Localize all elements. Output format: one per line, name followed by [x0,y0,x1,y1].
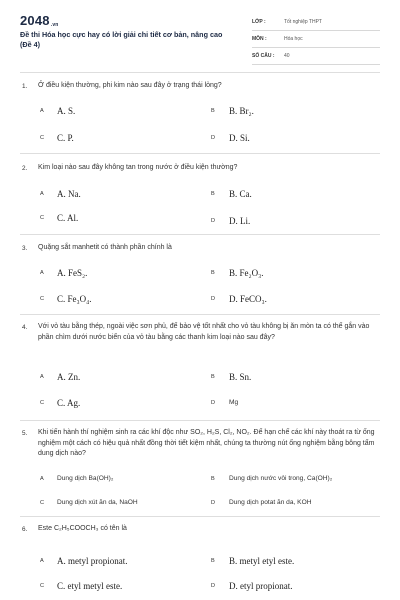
divider [20,72,380,73]
document-title: Đề thi Hóa học cực hay có lời giải chi tiết cơ bản, nâng cao (Đề 4) [20,30,223,49]
answer-option[interactable]: B. metyl etyl este. [229,556,295,566]
meta-key: MÔN : [252,36,267,42]
divider [20,153,380,154]
answer-option[interactable]: A. S. [57,106,76,116]
meta-row-subject [252,31,380,48]
option-letter: A [40,191,44,197]
question-number: 3. [22,245,28,252]
answer-option[interactable]: A. Na. [57,189,81,199]
question-number: 2. [22,165,28,172]
option-letter: D [211,500,216,506]
answer-option[interactable]: C. Ag. [57,398,81,408]
answer-option[interactable]: A. Zn. [57,372,81,382]
option-letter: C [40,583,45,589]
option-letter: B [211,476,215,482]
option-letter: A [40,558,44,564]
answer-option[interactable]: B. Fe₂O₃. [229,268,264,278]
answer-option[interactable]: D. FeCO₃. [229,294,267,304]
question-number: 1. [22,83,28,90]
option-letter: C [40,135,45,141]
exam-header [0,0,400,62]
site-logo[interactable] [20,13,59,28]
option-letter: B [211,374,215,380]
question-text: Kim loại nào sau đây không tan trong nước ở điều kiện thường? [38,164,238,171]
meta-key: LỚP : [252,19,266,25]
answer-option[interactable]: C. etyl metyl este. [57,581,123,591]
answer-option[interactable]: Dung dịch xút ăn da, NaOH [57,499,138,506]
answer-option[interactable]: Mg [229,399,239,406]
answer-option[interactable]: Dung dịch Ba(OH)₂ [57,475,114,482]
answer-option[interactable]: B. Sn. [229,372,252,382]
meta-key: SỐ CÂU : [252,53,275,59]
answer-option[interactable]: Dung dịch nước vôi trong, Ca(OH)₂ [229,475,333,482]
question-number: 4. [22,324,28,331]
question-text: Quặng sắt manhetit có thành phần chính là [38,244,172,251]
option-letter: A [40,374,44,380]
divider [20,314,380,315]
option-letter: C [40,296,45,302]
option-letter: A [40,108,44,114]
option-letter: B [211,270,215,276]
divider [20,516,380,517]
exam-meta [252,14,380,65]
answer-option[interactable]: D. Li. [229,216,251,226]
option-letter: D [211,583,216,589]
answer-option[interactable]: C. Fe₃O₄. [57,294,92,304]
answer-option[interactable]: A. metyl propionat. [57,556,128,566]
option-letter: B [211,191,215,197]
answer-option[interactable]: A. FeS₂. [57,268,88,278]
option-letter: C [40,215,45,221]
answer-option[interactable]: B. Br₂. [229,106,254,116]
option-letter: A [40,476,44,482]
divider [20,420,380,421]
divider [20,234,380,235]
option-letter: D [211,135,216,141]
question-number: 6. [22,526,28,533]
question-number: 5. [22,430,28,437]
meta-row-count [252,48,380,65]
meta-value: 40 [284,53,290,59]
answer-option[interactable]: B. Ca. [229,189,252,199]
answer-option[interactable]: D. Si. [229,133,250,143]
answer-option[interactable]: D. etyl propionat. [229,581,293,591]
answer-option[interactable]: C. Al. [57,213,79,223]
option-letter: B [211,558,215,564]
meta-value: Hóa học [284,36,303,42]
option-letter: C [40,500,45,506]
option-letter: D [211,218,216,224]
question-text: Khi tiến hành thí nghiệm sinh ra các khí độc như SO₂, H₂S, Cl₂, NO₂. Để hạn chế các khí này thoát ra từ ống nghiệm một cách có hiệu quả nhất đồng thời tiết kiệm nhất, chúng ta thường nút ống nghiệm bằng bông tẩm dung dịch nào? [38,429,375,457]
question-text: Ở điều kiện thường, phi kim nào sau đây ở trạng thái lỏng? [38,82,222,89]
meta-row-class [252,14,380,31]
answer-option[interactable]: Dung dịch potat ăn da, KOH [229,499,312,506]
logo-suffix: .vn [50,22,59,28]
answer-option[interactable]: C. P. [57,133,74,143]
option-letter: B [211,108,215,114]
question-text: Với vỏ tàu bằng thép, ngoài việc sơn phủ, để bảo vệ tốt nhất cho vỏ tàu không bị ăn mòn ta có thể gắn vào phần chìm dưới nước biển của vỏ tàu bằng các thanh kim loại nào sau đây? [38,323,370,341]
option-letter: D [211,400,216,406]
option-letter: C [40,400,45,406]
question-text: Este C₂H₅COOCH₃ có tên là [38,525,127,532]
meta-value: Tốt nghiệp THPT [284,19,322,25]
option-letter: A [40,270,44,276]
logo-text: 2048 [20,13,50,28]
option-letter: D [211,296,216,302]
